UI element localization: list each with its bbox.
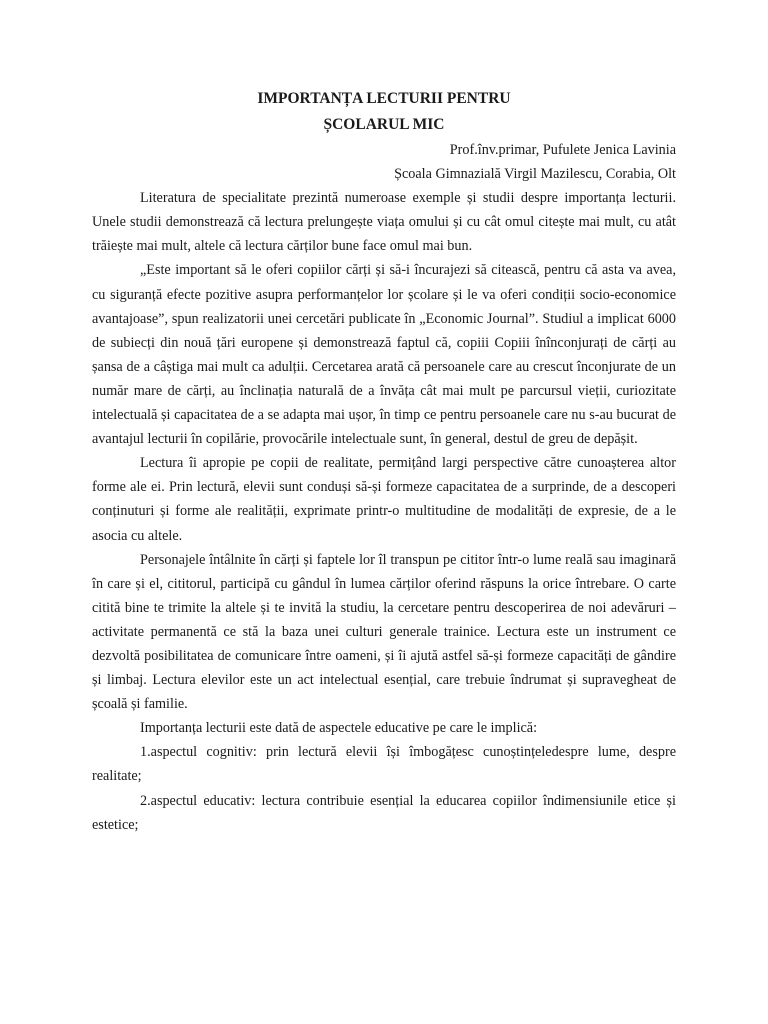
list-item-educative: 2.aspectul educativ: lectura contribuie esențial la educarea copiilor îndimensiunile etice și estetice;: [92, 792, 676, 833]
paragraph-aspects-intro: Importanța lecturii este dată de aspectele educative pe care le implică:: [140, 720, 538, 737]
document-page: [92, 86, 676, 837]
paragraph-intro: Literatura de specialitate prezintă numeroase exemple și studii despre importanța lecturii. Unele studii demonstrează că lectura prelungește viața omului și cu cât omul citește mai mult, cu atât trăiește mai mult, altele că lectura cărților bune face omul mai bun.: [92, 190, 676, 255]
list-item-cognitive: 1.aspectul cognitiv: prin lectură elevii își îmbogățesc cunoștințeledespre lume, despre realitate;: [92, 744, 676, 785]
author-name: Prof.înv.primar, Pufulete Jenica Lavinia: [449, 142, 676, 158]
paragraph-reality: Lectura îi apropie pe copii de realitate, permițând largi perspective către cunoașterea altor forme ale ei. Prin lectură, elevii sunt conduși să-și formeze capacitatea de a surprinde, de a descoperi conținuturi și forme ale realității, exprimate printr-o multitudine de modalități de expresie, de a le asocia cu altele.: [92, 455, 676, 544]
paragraph-study: „Este important să le oferi copiilor cărți și să-i încurajezi să citească, pentru că asta va avea, cu siguranță efecte pozitive asupra performanțelor lor școlare și le va oferi condiții socio-economice avantajoase”, spun realizatorii unei cercetări publicate în „Economic Journal”. Studiul a implicat 6000 de subiecți din nouă țări europene și demonstrează faptul că, copiii Copiii înînconjurați de cărți au șansa de a câștiga mai mult ca adulții. Cercetarea arată că persoanele care au crescut înconjurate de un număr mare de cărți, au înclinația naturală de a învăța cât mai mult pe parcursul vieții, curiozitate intelectuală și capacitatea de a se adapta mai ușor, în timp ce pentru persoanele care nu s-au bucurat de avantajul lecturii în copilărie, provocările intelectuale sunt, în general, destul de greu de depășit.: [92, 262, 676, 448]
document-title-line-1: IMPORTANȚA LECTURII PENTRU: [257, 90, 511, 107]
paragraph-characters: Personajele întâlnite în cărți și faptele lor îl transpun pe cititor într-o lume reală sau imaginară în care și el, cititorul, participă cu gândul în lumea cărților oferind răspuns la orice întrebare. O carte citită bine te trimite la altele și te invită la studiu, la cercetare pentru descoperirea de noi adevăruri – activitate permanentă ce stă la baza unei culturi generale trainice. Lectura este un instrument ce dezvoltă posibilitatea de comunicare între oameni, și îi ajută astfel să-și formeze capacități de gândire și limbaj. Lectura elevilor este un act intelectual esențial, care trebuie îndrumat și supravegheat de școală și familie.: [92, 551, 676, 713]
author-school: Școala Gimnazială Virgil Mazilescu, Corabia, Olt: [394, 166, 676, 183]
document-title-line-2: ȘCOLARUL MIC: [323, 116, 445, 133]
